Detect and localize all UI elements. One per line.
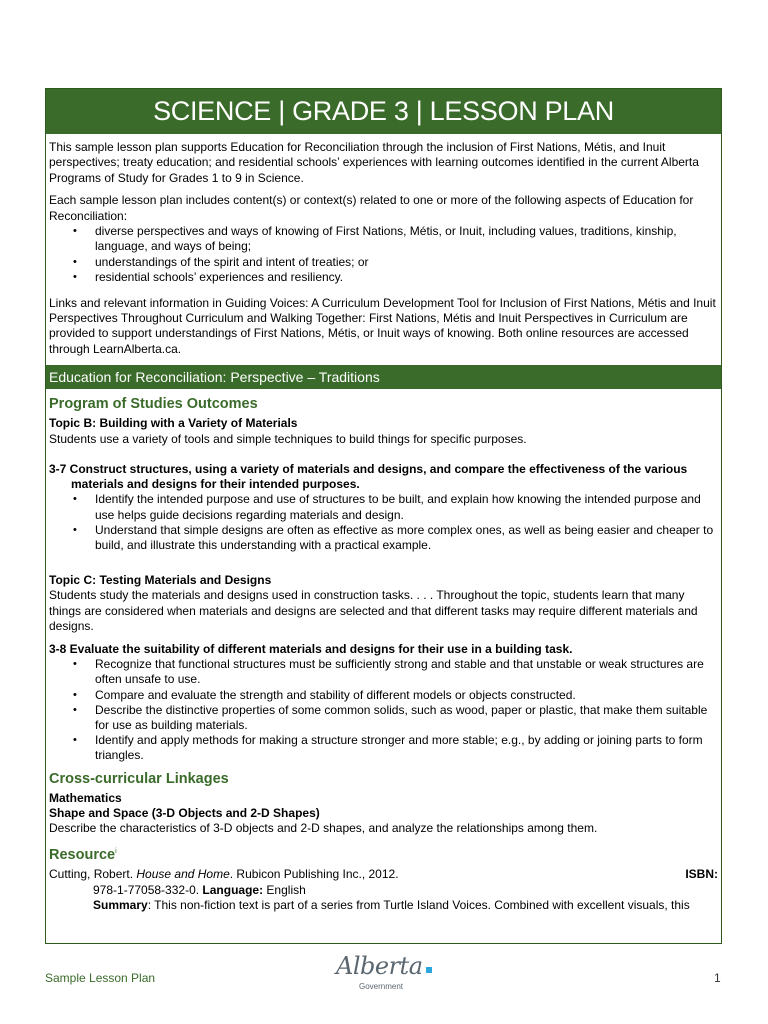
footnote-mark: i	[115, 848, 117, 856]
resource-heading	[49, 844, 718, 863]
resource-heading-text: Resource	[49, 847, 116, 864]
section-header: Education for Reconciliation: Perspective – Traditions	[46, 365, 721, 389]
summary-text: : This non-fiction text is part of a series from Turtle Island Voices. Combined with excellent visuals, this	[147, 897, 690, 912]
citation-book-title: House and Home	[136, 867, 230, 882]
linkage-description: Describe the characteristics of 3-D objects and 2-D shapes, and analyze the relationships among them.	[49, 821, 598, 836]
logo-wordmark: Alberta	[336, 952, 423, 980]
list-item: • diverse perspectives and ways of knowing of First Nations, Métis, or Inuit, including values, traditions, kinship, language, and ways of being;	[49, 224, 718, 255]
resource-summary	[49, 898, 718, 913]
language-value: English	[263, 882, 306, 897]
list-item: • Compare and evaluate the strength and stability of different models or objects constructed.	[49, 688, 718, 703]
logo-square-icon	[426, 967, 432, 973]
citation-publisher: . Rubicon Publishing Inc., 2012.	[229, 867, 399, 882]
resource-isbn-line	[49, 883, 718, 898]
list-item: • Identify the intended purpose and use of structures to be built, and explain how knowing the intended purpose and use helps guide decisions regarding materials and design.	[49, 492, 718, 522]
isbn-label: ISBN:	[685, 867, 718, 882]
topic-c-description: Students study the materials and designs used in construction tasks. . . . Throughout the topic, students learn that many things are considered when materials and designs are selected and that different tasks may require different materials and designs.	[49, 588, 698, 633]
list-item: • Recognize that functional structures must be sufficiently strong and stable and that unstable or weak structures are often unsafe to use.	[49, 657, 718, 687]
list-item: • Describe the distinctive properties of some common solids, such as wood, paper or plastic, that make them suitable for use as building materials.	[49, 703, 718, 733]
page-title: SCIENCE | GRADE 3 | LESSON PLAN	[46, 89, 721, 134]
citation-text	[49, 867, 399, 882]
resource-citation	[49, 867, 718, 882]
intro-paragraph-3: Links and relevant information in Guiding Voices: A Curriculum Development Tool for Inclusion of First Nations, Métis and Inuit Perspectives Throughout Curriculum and Walking Together: First Nations, Métis and Inuit Perspectives in Curriculum are provided to support understandings of First Nations, Métis, or Inuit ways of knowing. Both online resources are accessed through LearnAlberta.ca.	[49, 295, 716, 356]
intro-paragraph-2: Each sample lesson plan includes content(s) or context(s) related to one or more of the following aspects of Education for Reconciliation:	[49, 193, 694, 223]
linkage-strand: Shape and Space (3-D Objects and 2-D Shapes)	[49, 805, 320, 820]
logo-subtitle: Government	[359, 982, 404, 991]
list-item: • residential schools’ experiences and resiliency.	[49, 270, 718, 285]
outcome-3-8: 3-8 Evaluate the suitability of different materials and designs for their use in a building task.	[49, 641, 573, 656]
intro-section	[46, 134, 721, 357]
linkage-subject: Mathematics	[49, 790, 122, 805]
intro-paragraph-1: This sample lesson plan supports Education for Reconciliation through the inclusion of First Nations, Métis, and Inuit perspectives; treaty education; and residential schools’ experiences with learning outcomes identified in the current Alberta Programs of Study for Grades 1 to 9 in Science.	[49, 140, 699, 185]
isbn-value: 978-1-77058-332-0.	[93, 882, 203, 897]
list-item: • Understand that simple designs are often as effective as more complex ones, as well as being easier and cheaper to build, and illustrate this understanding with a practical example.	[49, 523, 718, 553]
topic-b-description: Students use a variety of tools and simple techniques to build things for specific purposes.	[49, 431, 527, 446]
citation-author: Cutting, Robert.	[49, 867, 137, 882]
outcome-3-7: 3-7 Construct structures, using a variety of materials and designs, and compare the effectiveness of the various materials and designs for their intended purposes.	[49, 461, 688, 492]
outcomes-heading: Program of Studies Outcomes	[49, 396, 258, 413]
reconciliation-aspects-list	[49, 224, 718, 286]
summary-label: Summary	[93, 897, 148, 912]
footer-label: Sample Lesson Plan	[45, 971, 156, 985]
outcome-3-8-list	[49, 657, 718, 763]
topic-c-title: Topic C: Testing Materials and Designs	[49, 573, 272, 588]
list-item: • understandings of the spirit and intent of treaties; or	[49, 255, 718, 270]
linkages-heading: Cross-curricular Linkages	[49, 770, 229, 787]
outcomes-section	[46, 389, 721, 913]
outcome-3-7-list	[49, 492, 718, 553]
alberta-government-logo	[336, 952, 436, 994]
page-number: 1	[714, 971, 721, 985]
lesson-plan-frame	[45, 88, 722, 944]
topic-b-title: Topic B: Building with a Variety of Materials	[49, 416, 298, 431]
list-item: • Identify and apply methods for making a structure stronger and more stable; e.g., by adding or joining parts to form triangles.	[49, 733, 718, 763]
language-label: Language:	[202, 882, 264, 897]
